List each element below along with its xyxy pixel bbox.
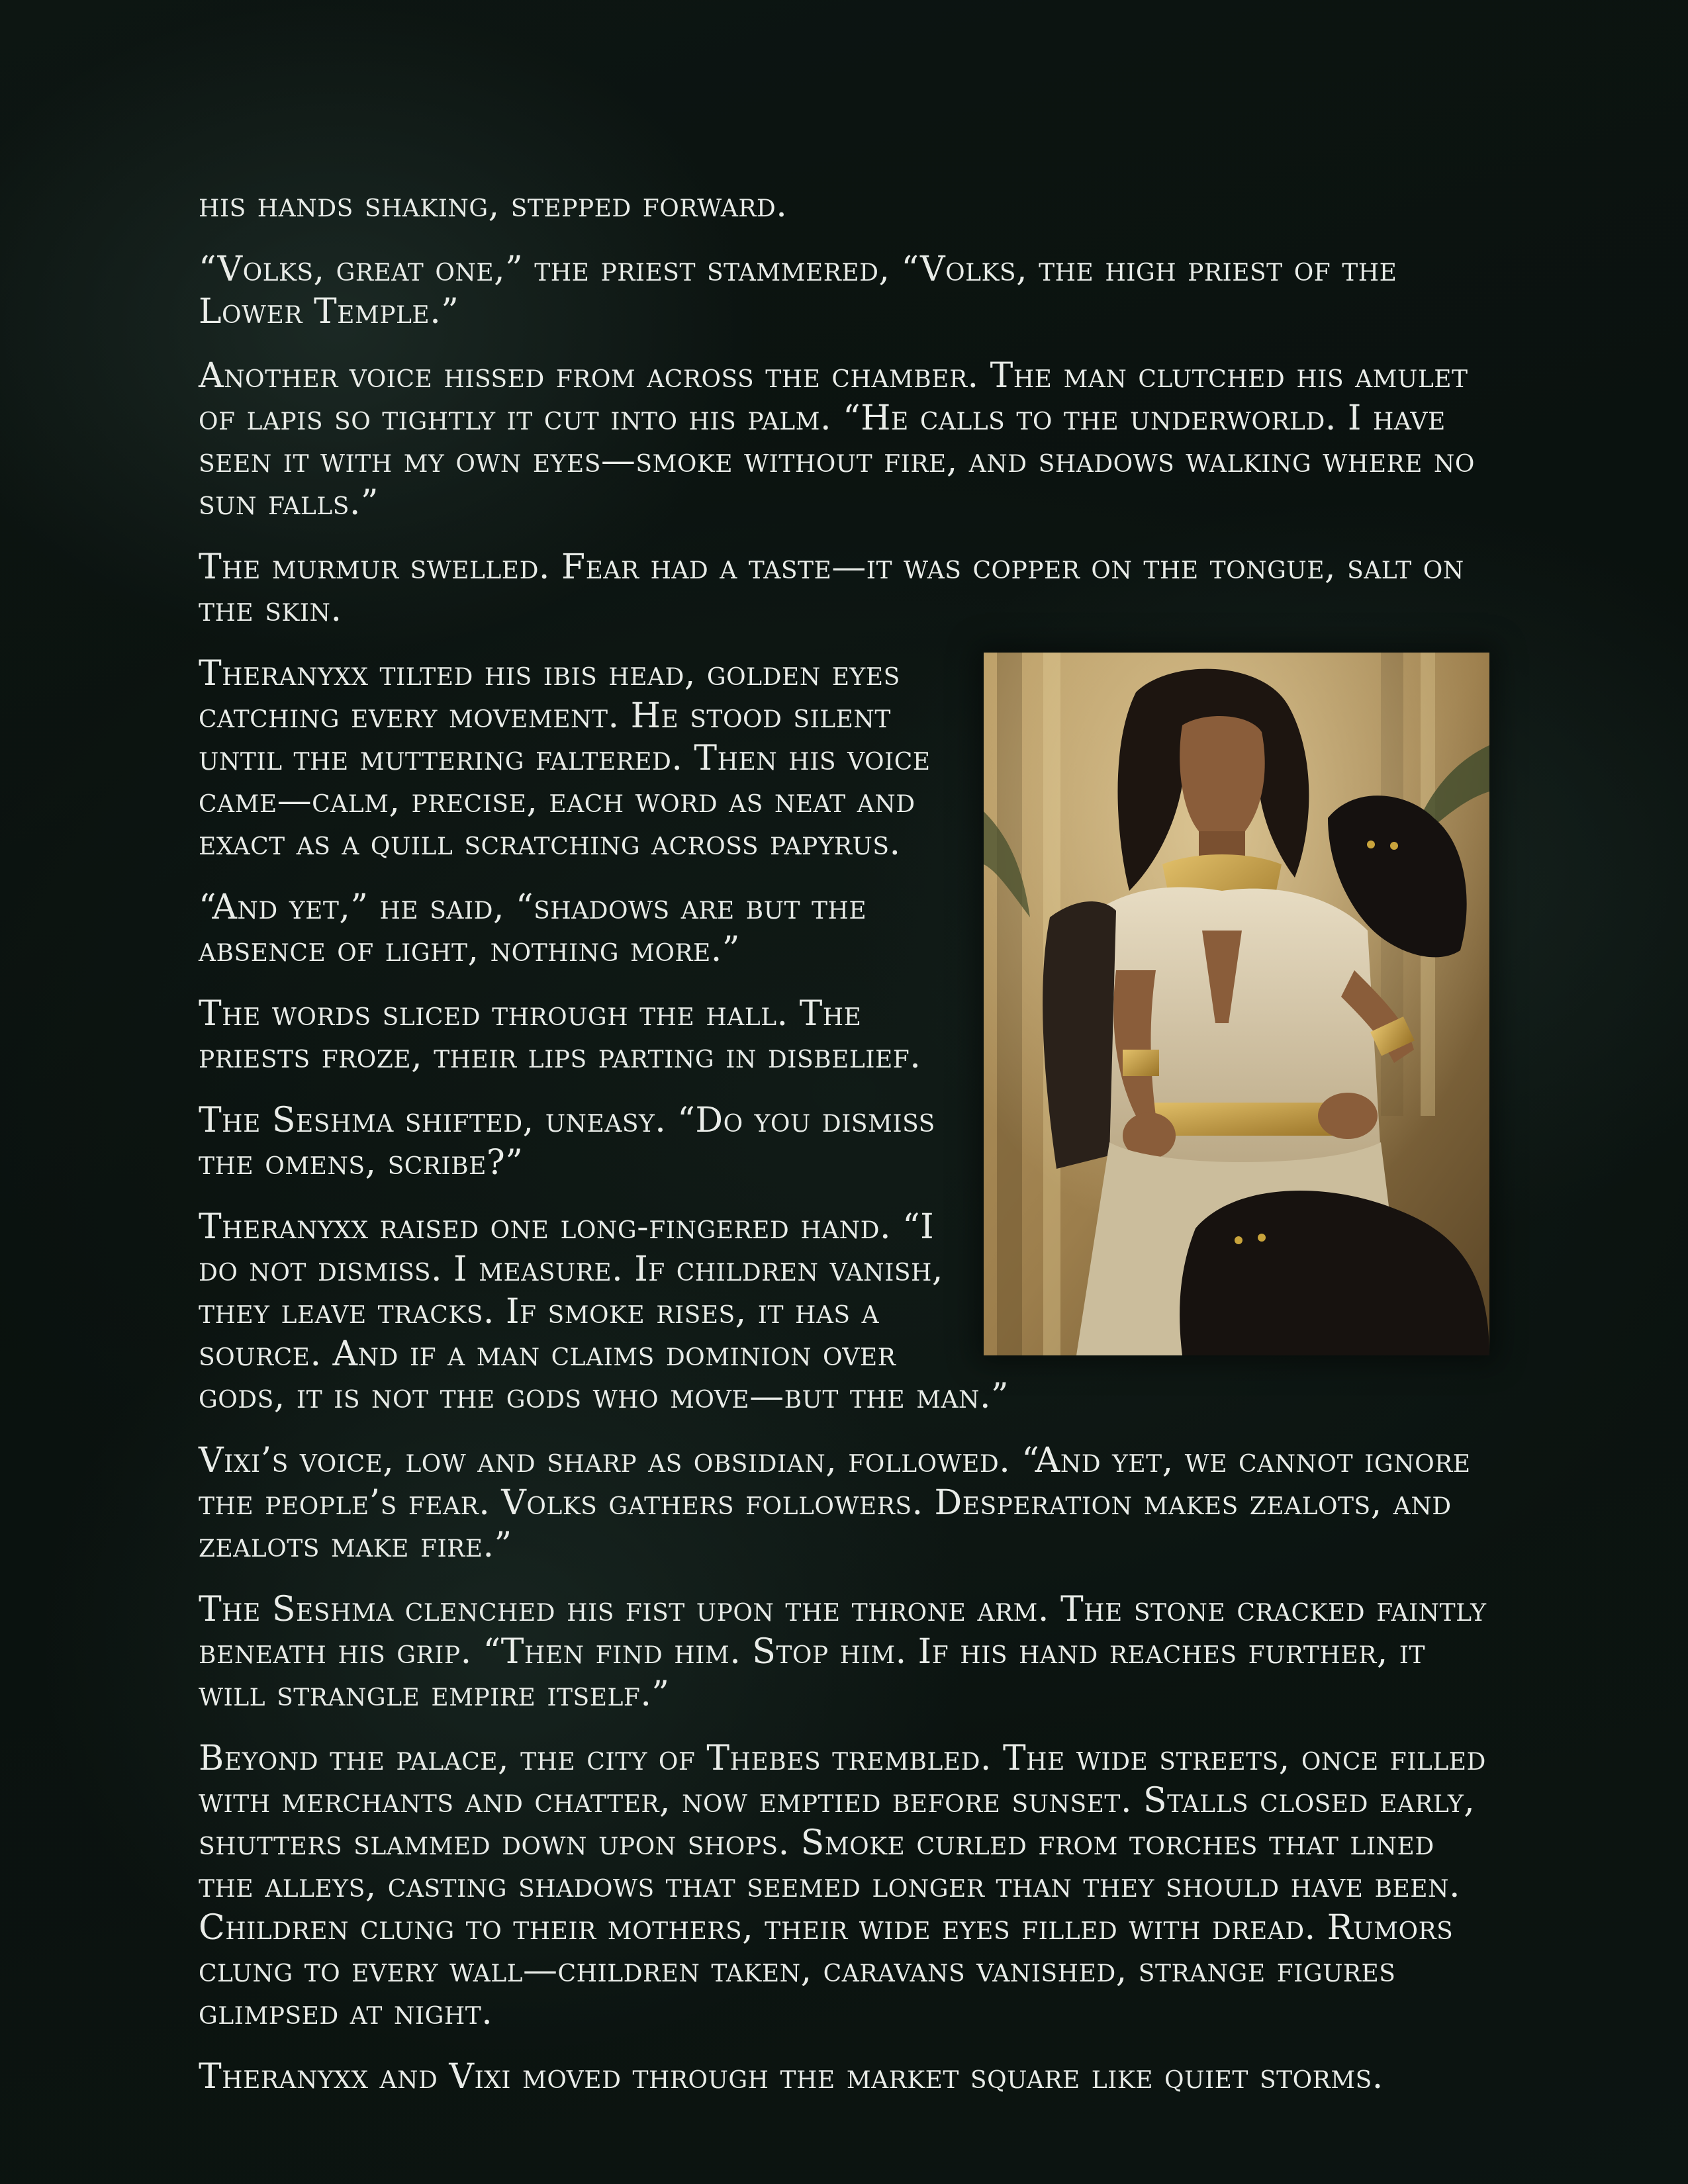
body-text bbox=[199, 184, 1489, 2120]
illustration-seated-man-with-panthers bbox=[984, 653, 1489, 1355]
paragraph: “Volks, great one,” the priest stammered, “Volks, the high priest of the Lower Temple.” bbox=[199, 250, 1397, 332]
paragraph: “And yet,” he said, “shadows are but the absence of light, nothing more.” bbox=[199, 887, 867, 970]
paragraph: Beyond the palace, the city of Thebes trembled. The wide streets, once filled with merchants and chatter, now emptied before sunset. Stalls closed early, shutters slammed down upon shops. Smoke curled from torches that lined the alleys, casting shadows that seemed longer than they should have been. Children clung to their mothers, their wide eyes filled with dread. Rumors clung to every wall—children taken, caravans vanished, strange figures glimpsed at night. bbox=[199, 1739, 1486, 2032]
paragraph: Theranyxx raised one long-fingered hand. “I do not dismiss. I measure. If children vanish, they leave tracks. If smoke rises, it has a source. And if a man claims dominion over gods, it is not the gods who move—but the man.” bbox=[199, 1207, 1009, 1416]
paragraph: The Seshma clenched his fist upon the throne arm. The stone cracked faintly beneath his grip. “Then find him. Stop him. If his hand reaches further, it will strangle empire itself.” bbox=[199, 1590, 1487, 1714]
paragraph: The murmur swelled. Fear had a taste—it was copper on the tongue, salt on the skin. bbox=[199, 547, 1464, 629]
paragraph: Another voice hissed from across the chamber. The man clutched his amulet of lapis so tightly it cut into his palm. “He calls to the underworld. I have seen it with my own eyes—smoke without fire, and shadows walking where no sun falls.” bbox=[199, 356, 1475, 523]
paragraph: Theranyxx and Vixi moved through the market square like quiet storms. bbox=[199, 2057, 1383, 2097]
paragraph: his hands shaking, stepped forward. bbox=[199, 185, 788, 225]
paragraph: The Seshma shifted, uneasy. “Do you dismiss the omens, scribe?” bbox=[199, 1101, 935, 1183]
paragraph: Theranyxx tilted his ibis head, golden eyes catching every movement. He stood silent until the muttering faltered. Then his voice came—calm, precise, each word as neat and exact as a quill scratching across papyrus. bbox=[199, 654, 931, 863]
paragraph: The words sliced through the hall. The priests froze, their lips parting in disbelief. bbox=[199, 994, 921, 1076]
paragraph: Vixi’s voice, low and sharp as obsidian, followed. “And yet, we cannot ignore the people’s fear. Volks gathers followers. Desperation makes zealots, and zealots make fire.” bbox=[199, 1441, 1471, 1565]
